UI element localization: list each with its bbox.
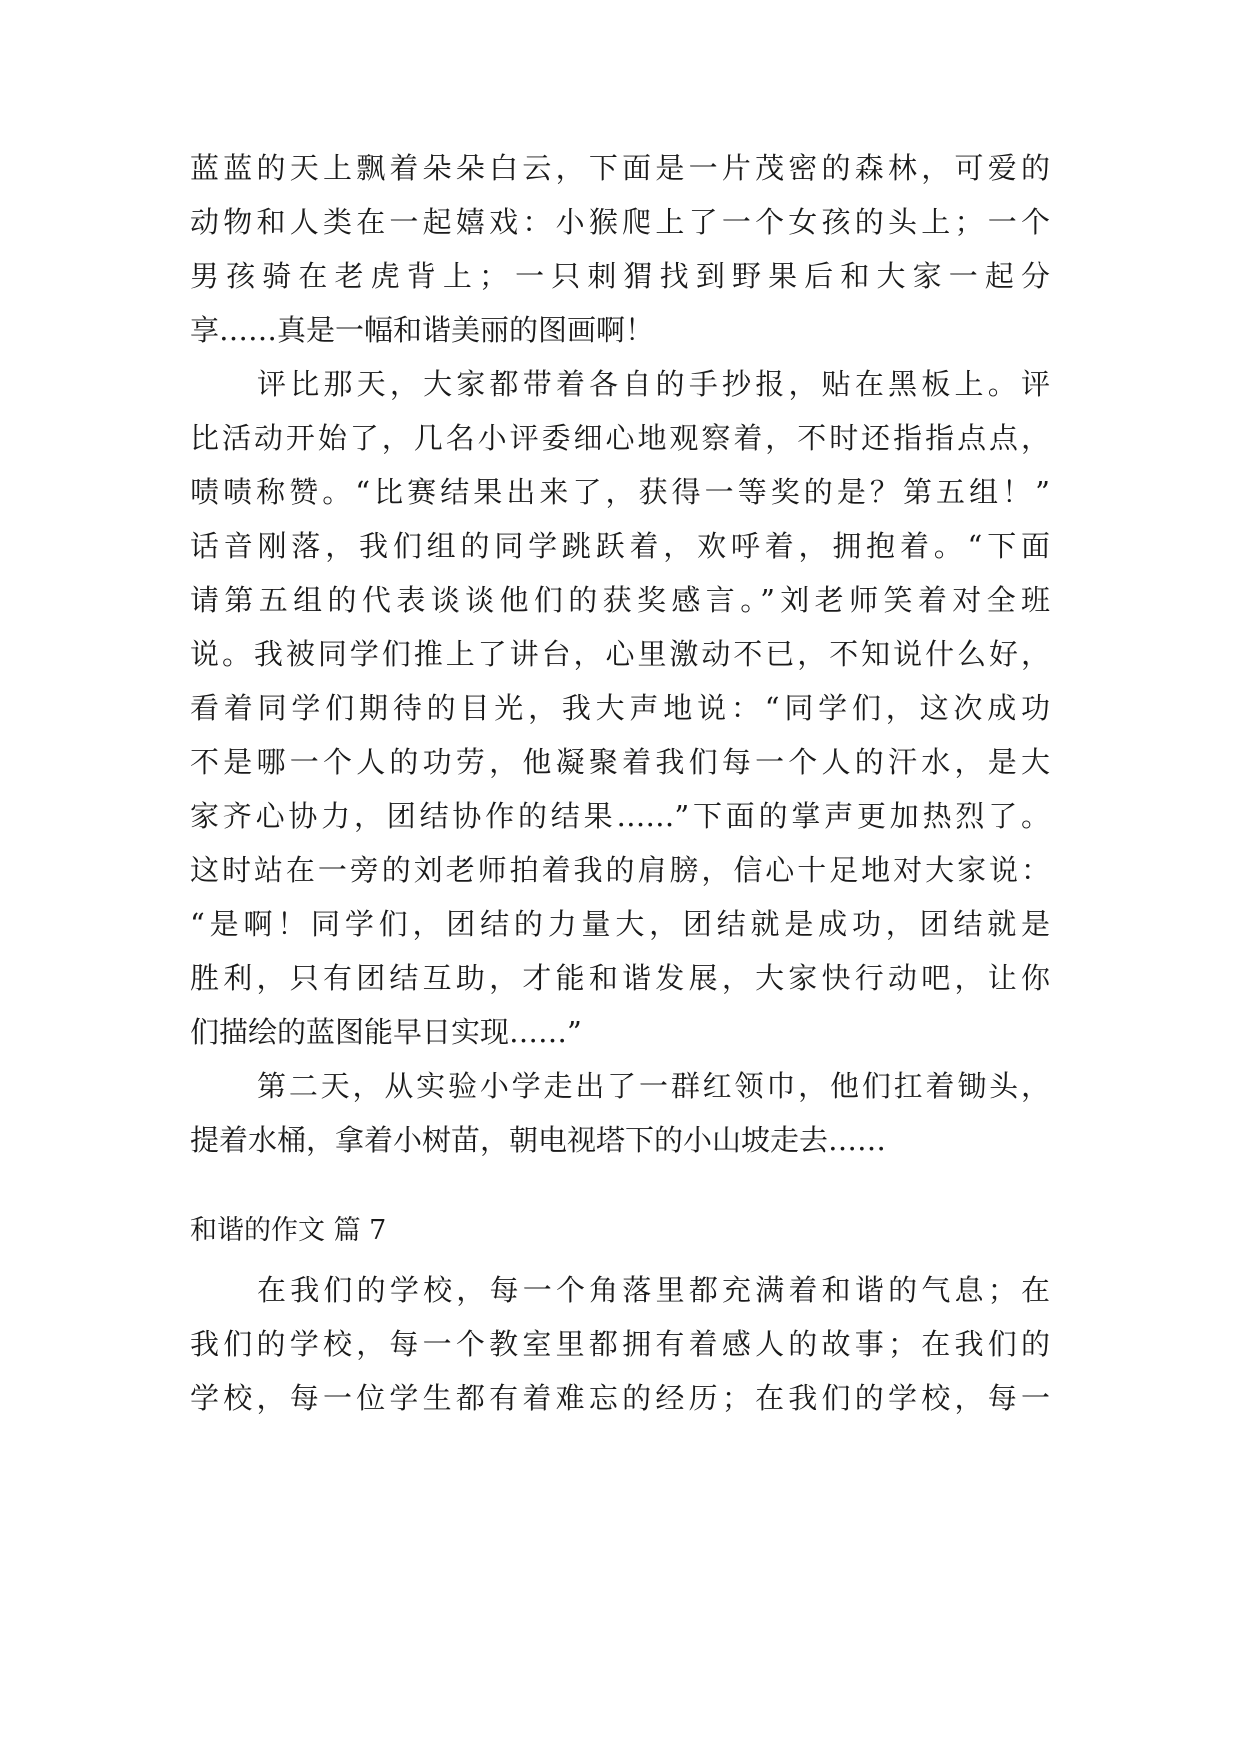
paragraph-3-line-2: 提着水桶，拿着小树苗，朝电视塔下的小山坡走去……: [190, 1123, 887, 1157]
paragraph-2-line-12: 胜利，只有团结互助，才能和谐发展，大家快行动吧，让你: [190, 961, 1050, 995]
paragraph-1-line-1: 蓝蓝的天上飘着朵朵白云，下面是一片茂密的森林，可爱的: [190, 151, 1050, 185]
paragraph-2-line-2: 比活动开始了，几名小评委细心地观察着，不时还指指点点，: [190, 421, 1050, 455]
paragraph-1-line-3: 男孩骑在老虎背上；一只刺猬找到野果后和大家一起分: [190, 259, 1050, 293]
paragraph-4-line-1: 在我们的学校，每一个角落里都充满着和谐的气息；在: [257, 1273, 1050, 1307]
paragraph-2-line-11: “是啊！同学们，团结的力量大，团结就是成功，团结就是: [190, 907, 1050, 941]
paragraph-2-line-8: 不是哪一个人的功劳，他凝聚着我们每一个人的汗水，是大: [190, 745, 1050, 779]
paragraph-2-line-6: 说。我被同学们推上了讲台，心里激动不已，不知说什么好，: [190, 637, 1050, 671]
paragraph-2-line-9: 家齐心协力，团结协作的结果……”下面的掌声更加热烈了。: [190, 799, 1050, 833]
paragraph-4-line-2: 我们的学校，每一个教室里都拥有着感人的故事；在我们的: [190, 1327, 1050, 1361]
paragraph-1-line-4: 享……真是一幅和谐美丽的图画啊！: [190, 313, 655, 347]
paragraph-2-line-7: 看着同学们期待的目光，我大声地说：“同学们，这次成功: [190, 691, 1050, 725]
paragraph-2-line-3: 啧啧称赞。“比赛结果出来了，获得一等奖的是？第五组！”: [190, 475, 1050, 509]
paragraph-3-line-1: 第二天，从实验小学走出了一群红领巾，他们扛着锄头，: [257, 1069, 1050, 1103]
paragraph-2-line-5: 请第五组的代表谈谈他们的获奖感言。”刘老师笑着对全班: [190, 583, 1050, 617]
paragraph-1-line-2: 动物和人类在一起嬉戏：小猴爬上了一个女孩的头上；一个: [190, 205, 1050, 239]
paragraph-2-line-10: 这时站在一旁的刘老师拍着我的肩膀，信心十足地对大家说：: [190, 853, 1050, 887]
paragraph-2-line-13: 们描绘的蓝图能早日实现……”: [190, 1015, 582, 1049]
section-heading: 和谐的作文 篇 7: [190, 1215, 387, 1246]
paragraph-4-line-3: 学校，每一位学生都有着难忘的经历；在我们的学校，每一: [190, 1381, 1050, 1415]
paragraph-2-line-1: 评比那天，大家都带着各自的手抄报，贴在黑板上。评: [257, 367, 1050, 401]
paragraph-2-line-4: 话音刚落，我们组的同学跳跃着，欢呼着，拥抱着。“下面: [190, 529, 1050, 563]
